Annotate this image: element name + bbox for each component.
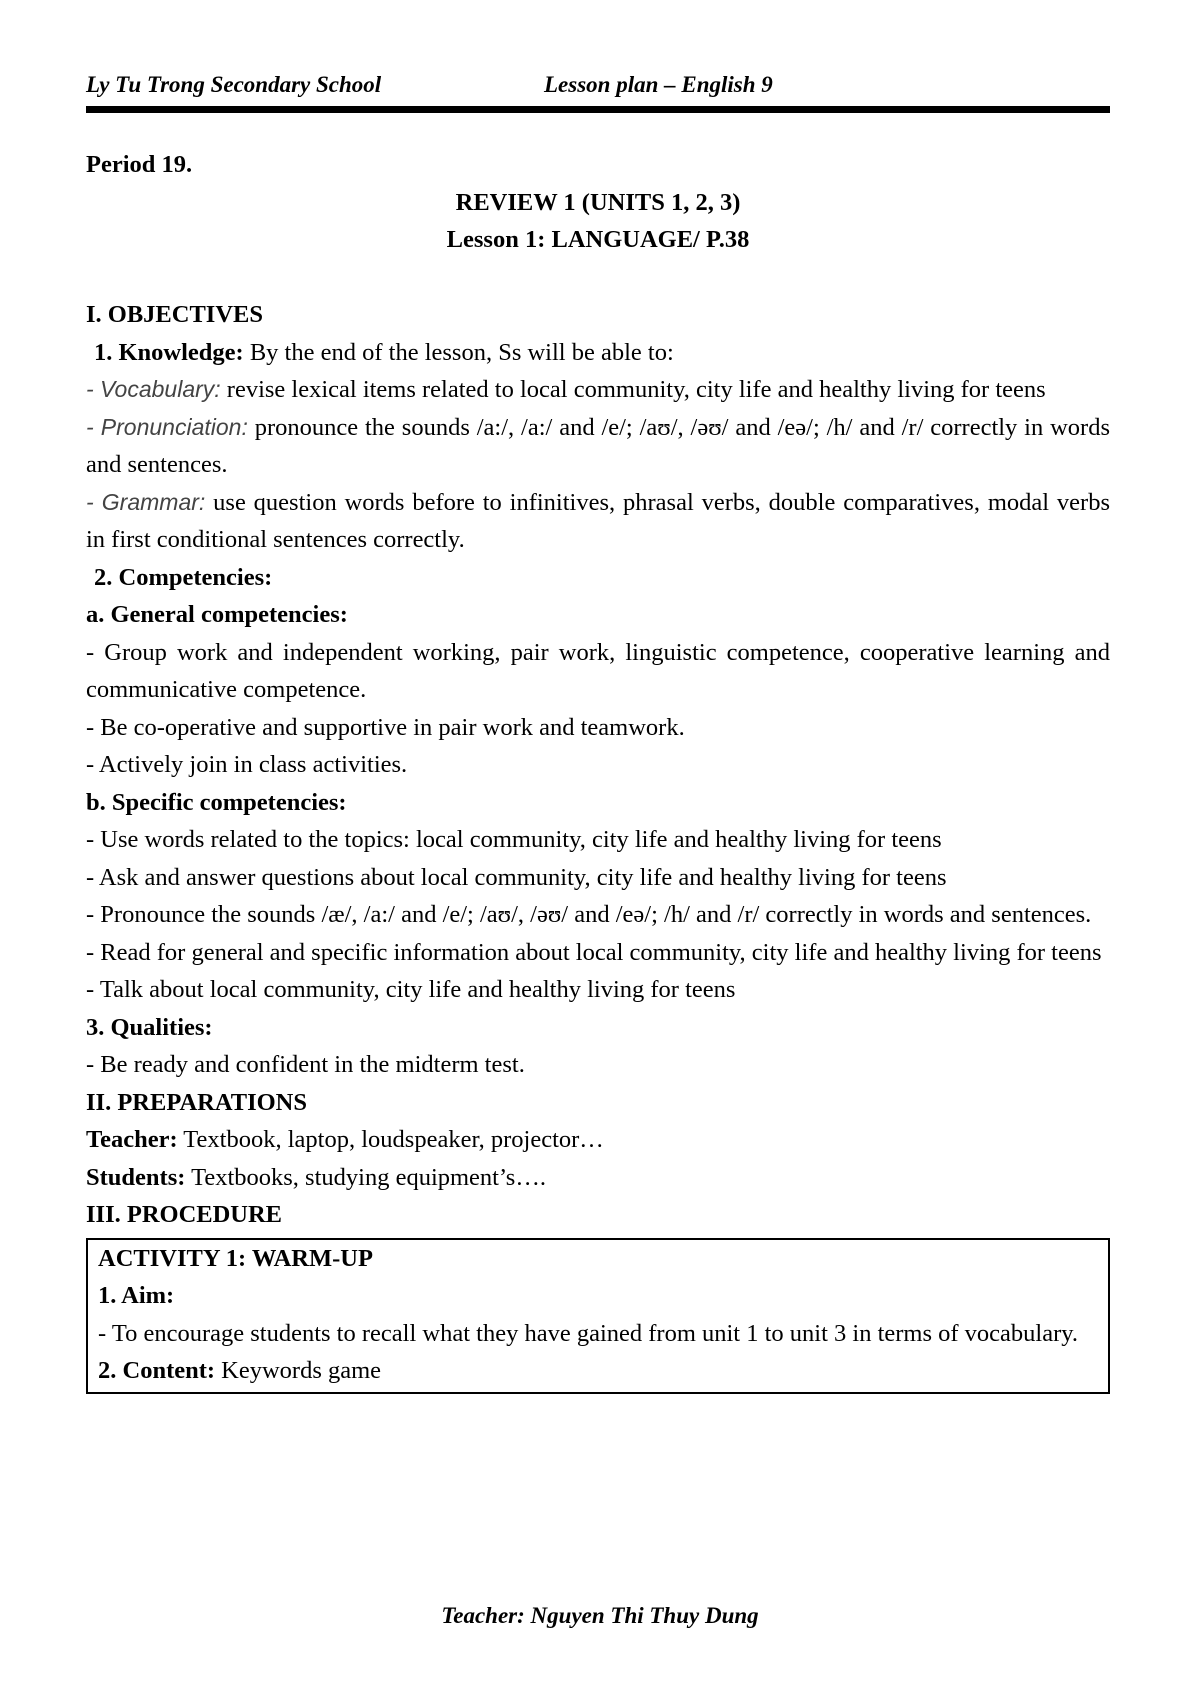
qualities-heading: 3. Qualities: (86, 1013, 213, 1041)
students-text: Textbooks, studying equipment’s…. (185, 1163, 546, 1191)
knowledge-text: By the end of the lesson, Ss will be able to: (243, 338, 674, 366)
objectives-heading: I. OBJECTIVES (86, 301, 264, 328)
grammar-line (86, 484, 1110, 559)
competencies-heading: 2. Competencies: (94, 563, 273, 591)
preparations-heading: II. PREPARATIONS (86, 1088, 307, 1116)
period-label: Period 19. (86, 151, 193, 178)
vocabulary-text: revise lexical items related to local community, city life and healthy living for teens (220, 376, 1046, 403)
specific-competencies-heading: b. Specific competencies: (86, 788, 347, 816)
specific-item: - Use words related to the topics: local community, city life and healthy living for teens (86, 826, 942, 853)
procedure-heading: III. PROCEDURE (86, 1201, 283, 1228)
teacher-text: Textbook, laptop, loudspeaker, projector… (177, 1126, 604, 1153)
header-school: Ly Tu Trong Secondary School (86, 72, 382, 97)
students-preparation (86, 1159, 1110, 1197)
qualities-item: - Be ready and confident in the midterm test. (86, 1051, 525, 1078)
page-header (86, 72, 1110, 102)
general-item: - Be co-operative and supportive in pair work and teamwork. (86, 713, 685, 741)
teacher-label: Teacher: (86, 1126, 178, 1153)
grammar-label: - Grammar: (86, 488, 206, 515)
pronunciation-text: pronounce the sounds /a:/, /a:/ and /e/; /aʊ/, /əʊ/ and /eə/; /h/ and /r/ correctly in words and sentences. (86, 413, 1110, 478)
vocabulary-label: - Vocabulary: (86, 376, 221, 402)
aim-text: - To encourage students to recall what they have gained from unit 1 to unit 3 in terms of vocabulary. (98, 1319, 1079, 1347)
pronunciation-label: - Pronunciation: (86, 413, 248, 440)
aim-label: 1. Aim: (98, 1282, 175, 1309)
content-text: Keywords game (215, 1357, 382, 1384)
vocabulary-line (86, 371, 1110, 409)
lesson-content (86, 146, 1110, 1394)
specific-item: - Read for general and specific information about local community, city life and healthy living for teens (86, 938, 1102, 966)
review-title: REVIEW 1 (UNITS 1, 2, 3) (455, 188, 741, 216)
general-item: - Actively join in class activities. (86, 751, 408, 778)
spacer (86, 259, 1110, 297)
knowledge-label: 1. Knowledge: (94, 338, 244, 366)
grammar-text: use question words before to infinitives, phrasal verbs, double comparatives, modal verbs in first conditional sentences correctly. (86, 488, 1110, 553)
content-label: 2. Content: (98, 1357, 216, 1384)
pronunciation-line (86, 409, 1110, 484)
lesson-subtitle: Lesson 1: LANGUAGE/ P.38 (446, 226, 750, 253)
general-competencies-heading: a. General competencies: (86, 601, 348, 628)
activity-box (86, 1238, 1110, 1394)
specific-item: - Ask and answer questions about local community, city life and healthy living for teens (86, 863, 947, 891)
specific-item: - Talk about local community, city life and healthy living for teens (86, 976, 736, 1003)
students-label: Students: (86, 1163, 186, 1191)
content-line (98, 1352, 1098, 1390)
header-rule (86, 106, 1110, 113)
page-footer: Teacher: Nguyen Thi Thuy Dung (441, 1603, 759, 1628)
header-plan: Lesson plan – English 9 (544, 72, 773, 97)
specific-item: - Pronounce the sounds /æ/, /a:/ and /e/; /aʊ/, /əʊ/ and /eə/; /h/ and /r/ correctly in words and sentences. (86, 901, 1092, 928)
general-item: - Group work and independent working, pair work, linguistic competence, cooperative learning and communicative competence. (86, 638, 1110, 703)
teacher-preparation (86, 1121, 1110, 1159)
activity-title: ACTIVITY 1: WARM-UP (98, 1244, 373, 1272)
knowledge-line (86, 334, 1110, 372)
